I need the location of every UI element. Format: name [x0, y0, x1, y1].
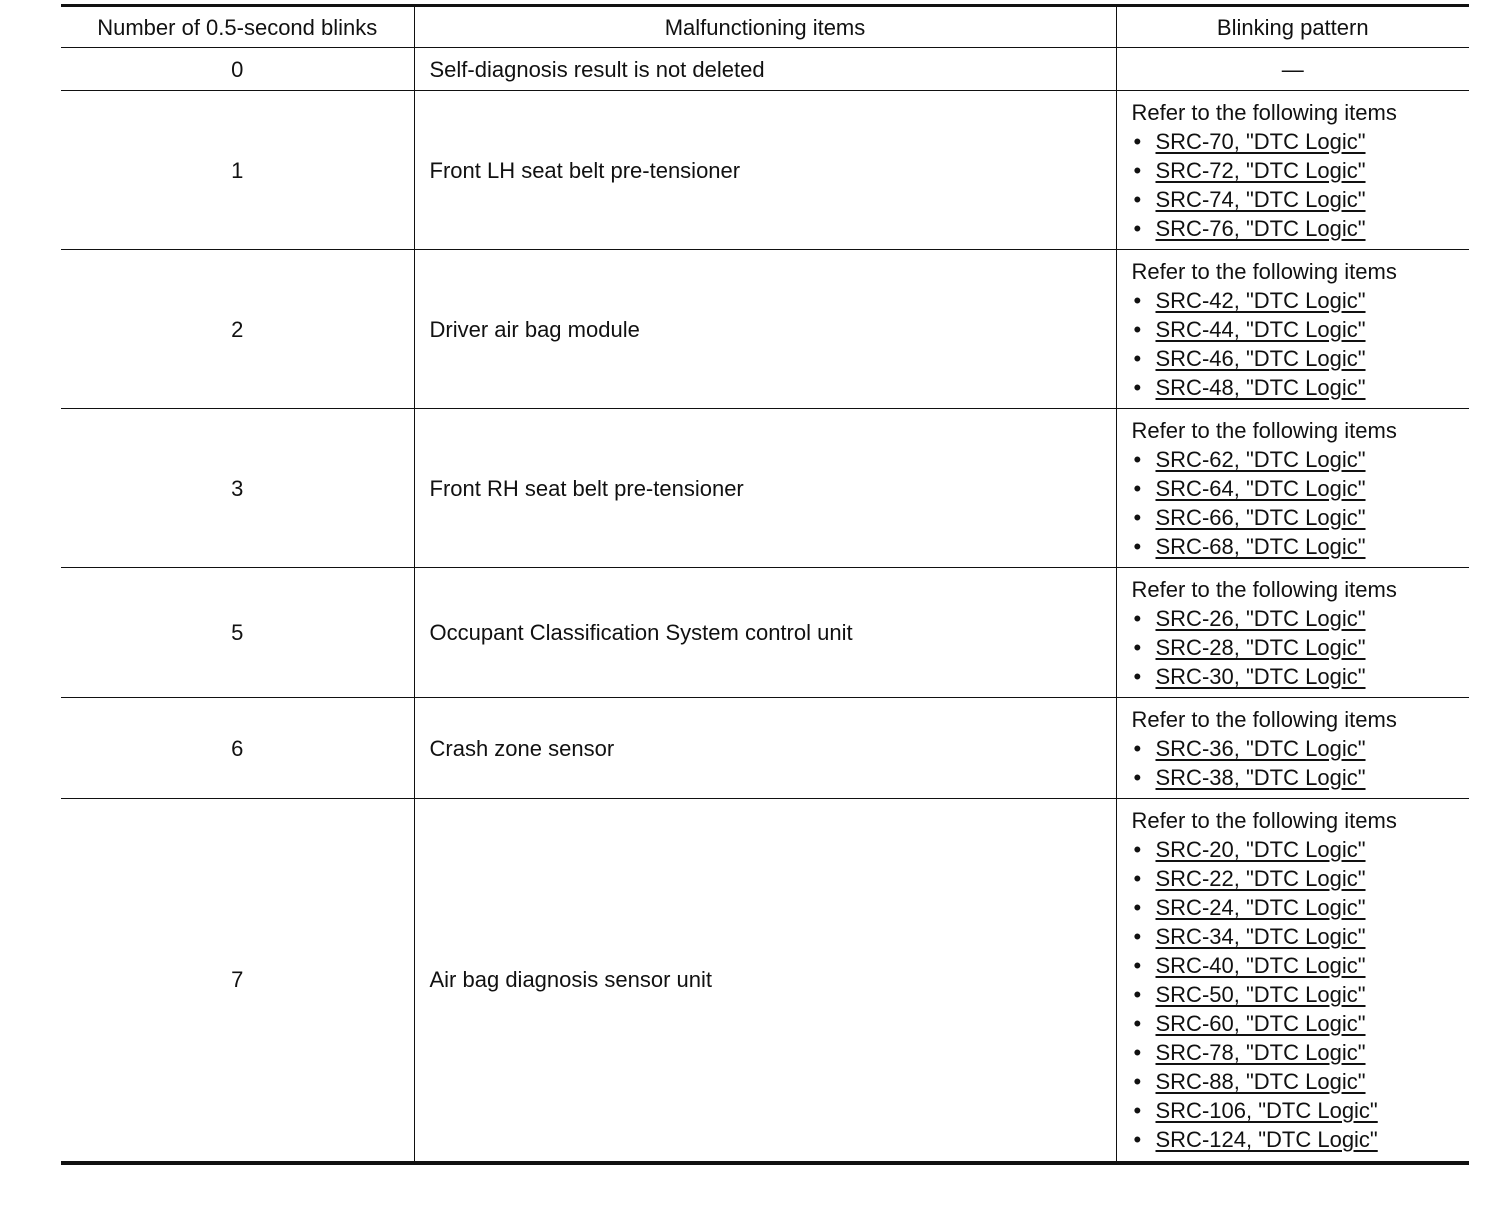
dtc-logic-link[interactable]: SRC-48, "DTC Logic"	[1155, 374, 1366, 400]
blink-count-cell: 1	[61, 91, 414, 250]
refer-heading: Refer to the following items	[1131, 706, 1397, 732]
dtc-logic-link[interactable]: SRC-70, "DTC Logic"	[1155, 128, 1366, 154]
table-row	[61, 91, 1469, 250]
dtc-logic-link[interactable]: SRC-44, "DTC Logic"	[1155, 316, 1366, 342]
list-item	[1132, 734, 1470, 763]
blinking-pattern-cell	[1116, 799, 1469, 1163]
list-item	[1132, 1096, 1470, 1125]
list-item	[1132, 864, 1470, 893]
dtc-logic-link[interactable]: SRC-124, "DTC Logic"	[1155, 1126, 1378, 1152]
refer-heading: Refer to the following items	[1131, 807, 1397, 833]
list-item	[1132, 344, 1470, 373]
list-item	[1132, 474, 1470, 503]
blink-pattern-table	[61, 4, 1469, 1165]
reference-list	[1132, 286, 1470, 402]
dtc-logic-link[interactable]: SRC-42, "DTC Logic"	[1155, 287, 1366, 313]
header-blinking-pattern: Blinking pattern	[1116, 6, 1469, 48]
list-item	[1132, 503, 1470, 532]
bullet-icon: •	[1133, 894, 1142, 920]
blink-count-cell: 0	[61, 48, 414, 91]
dtc-logic-link[interactable]: SRC-88, "DTC Logic"	[1155, 1068, 1366, 1094]
dtc-logic-link[interactable]: SRC-50, "DTC Logic"	[1155, 981, 1366, 1007]
list-item	[1132, 185, 1470, 214]
blink-count-cell: 3	[61, 409, 414, 568]
bullet-icon: •	[1133, 186, 1142, 212]
bullet-icon: •	[1133, 128, 1142, 154]
bullet-icon: •	[1133, 287, 1142, 313]
blinking-pattern-cell	[1116, 250, 1469, 409]
header-row	[61, 6, 1469, 48]
bullet-icon: •	[1133, 865, 1142, 891]
dtc-logic-link[interactable]: SRC-28, "DTC Logic"	[1155, 634, 1366, 660]
blink-count-cell: 2	[61, 250, 414, 409]
dtc-logic-link[interactable]: SRC-76, "DTC Logic"	[1155, 215, 1366, 241]
dtc-logic-link[interactable]: SRC-72, "DTC Logic"	[1155, 157, 1366, 183]
list-item	[1132, 1038, 1470, 1067]
dtc-logic-link[interactable]: SRC-38, "DTC Logic"	[1155, 764, 1366, 790]
blinking-pattern-cell	[1116, 568, 1469, 698]
malfunctioning-item-cell: Driver air bag module	[414, 250, 1116, 409]
dtc-logic-link[interactable]: SRC-68, "DTC Logic"	[1155, 533, 1366, 559]
dtc-logic-link[interactable]: SRC-24, "DTC Logic"	[1155, 894, 1366, 920]
bullet-icon: •	[1133, 836, 1142, 862]
dtc-logic-link[interactable]: SRC-64, "DTC Logic"	[1155, 475, 1366, 501]
list-item	[1132, 1009, 1470, 1038]
table-row	[61, 409, 1469, 568]
list-item	[1132, 633, 1470, 662]
bullet-icon: •	[1133, 764, 1142, 790]
bullet-icon: •	[1133, 923, 1142, 949]
blink-count-cell: 5	[61, 568, 414, 698]
list-item	[1132, 1067, 1470, 1096]
malfunctioning-item-cell: Air bag diagnosis sensor unit	[414, 799, 1116, 1163]
bullet-icon: •	[1133, 316, 1142, 342]
list-item	[1132, 951, 1470, 980]
list-item	[1132, 893, 1470, 922]
list-item	[1132, 156, 1470, 185]
bullet-icon: •	[1133, 952, 1142, 978]
list-item	[1132, 532, 1470, 561]
bullet-icon: •	[1133, 446, 1142, 472]
bullet-icon: •	[1133, 504, 1142, 530]
malfunctioning-item-cell: Self-diagnosis result is not deleted	[414, 48, 1116, 91]
reference-list	[1132, 127, 1470, 243]
refer-heading: Refer to the following items	[1131, 258, 1397, 284]
table-row	[61, 250, 1469, 409]
list-item	[1132, 922, 1470, 951]
malfunctioning-item-cell: Front RH seat belt pre-tensioner	[414, 409, 1116, 568]
blinking-pattern-cell	[1116, 91, 1469, 250]
dtc-logic-link[interactable]: SRC-60, "DTC Logic"	[1155, 1010, 1366, 1036]
blink-count-cell: 7	[61, 799, 414, 1163]
bullet-icon: •	[1133, 475, 1142, 501]
blink-count-cell: 6	[61, 698, 414, 799]
refer-heading: Refer to the following items	[1131, 576, 1397, 602]
dtc-logic-link[interactable]: SRC-46, "DTC Logic"	[1155, 345, 1366, 371]
header-malfunctioning-items: Malfunctioning items	[414, 6, 1116, 48]
dtc-logic-link[interactable]: SRC-66, "DTC Logic"	[1155, 504, 1366, 530]
dtc-logic-link[interactable]: SRC-78, "DTC Logic"	[1155, 1039, 1366, 1065]
bullet-icon: •	[1133, 1068, 1142, 1094]
dtc-logic-link[interactable]: SRC-40, "DTC Logic"	[1155, 952, 1366, 978]
table-row	[61, 698, 1469, 799]
reference-list	[1132, 835, 1470, 1154]
reference-list	[1132, 604, 1470, 691]
list-item	[1132, 445, 1470, 474]
dtc-logic-link[interactable]: SRC-30, "DTC Logic"	[1155, 663, 1366, 689]
list-item	[1132, 835, 1470, 864]
bullet-icon: •	[1133, 215, 1142, 241]
table-row	[61, 568, 1469, 698]
malfunctioning-item-cell: Occupant Classification System control unit	[414, 568, 1116, 698]
bullet-icon: •	[1133, 634, 1142, 660]
bullet-icon: •	[1133, 157, 1142, 183]
bullet-icon: •	[1133, 605, 1142, 631]
bullet-icon: •	[1133, 1039, 1142, 1065]
dtc-logic-link[interactable]: SRC-34, "DTC Logic"	[1155, 923, 1366, 949]
list-item	[1132, 373, 1470, 402]
reference-list	[1132, 734, 1470, 792]
blinking-pattern-cell	[1116, 409, 1469, 568]
dtc-logic-link[interactable]: SRC-62, "DTC Logic"	[1155, 446, 1366, 472]
bullet-icon: •	[1133, 735, 1142, 761]
table-body	[61, 48, 1469, 1163]
list-item	[1132, 604, 1470, 633]
bullet-icon: •	[1133, 981, 1142, 1007]
dtc-logic-link[interactable]: SRC-106, "DTC Logic"	[1155, 1097, 1378, 1123]
bullet-icon: •	[1133, 1010, 1142, 1036]
blinking-pattern-cell: —	[1116, 48, 1469, 91]
refer-heading: Refer to the following items	[1131, 417, 1397, 443]
bullet-icon: •	[1133, 374, 1142, 400]
list-item	[1132, 763, 1470, 792]
list-item	[1132, 214, 1470, 243]
list-item	[1132, 662, 1470, 691]
table-row	[61, 799, 1469, 1163]
bullet-icon: •	[1133, 533, 1142, 559]
list-item	[1132, 980, 1470, 1009]
list-item	[1132, 286, 1470, 315]
bullet-icon: •	[1133, 1126, 1142, 1152]
list-item	[1132, 1125, 1470, 1154]
bullet-icon: •	[1133, 1097, 1142, 1123]
header-blinks: Number of 0.5-second blinks	[61, 6, 414, 48]
bullet-icon: •	[1133, 345, 1142, 371]
bullet-icon: •	[1133, 663, 1142, 689]
dtc-logic-link[interactable]: SRC-36, "DTC Logic"	[1155, 735, 1366, 761]
malfunctioning-item-cell: Front LH seat belt pre-tensioner	[414, 91, 1116, 250]
dtc-logic-link[interactable]: SRC-20, "DTC Logic"	[1155, 836, 1366, 862]
list-item	[1132, 315, 1470, 344]
malfunctioning-item-cell: Crash zone sensor	[414, 698, 1116, 799]
table-row	[61, 48, 1469, 91]
blinking-pattern-cell	[1116, 698, 1469, 799]
dtc-logic-link[interactable]: SRC-74, "DTC Logic"	[1155, 186, 1366, 212]
refer-heading: Refer to the following items	[1131, 99, 1397, 125]
dtc-logic-link[interactable]: SRC-26, "DTC Logic"	[1155, 605, 1366, 631]
dtc-logic-link[interactable]: SRC-22, "DTC Logic"	[1155, 865, 1366, 891]
reference-list	[1132, 445, 1470, 561]
list-item	[1132, 127, 1470, 156]
